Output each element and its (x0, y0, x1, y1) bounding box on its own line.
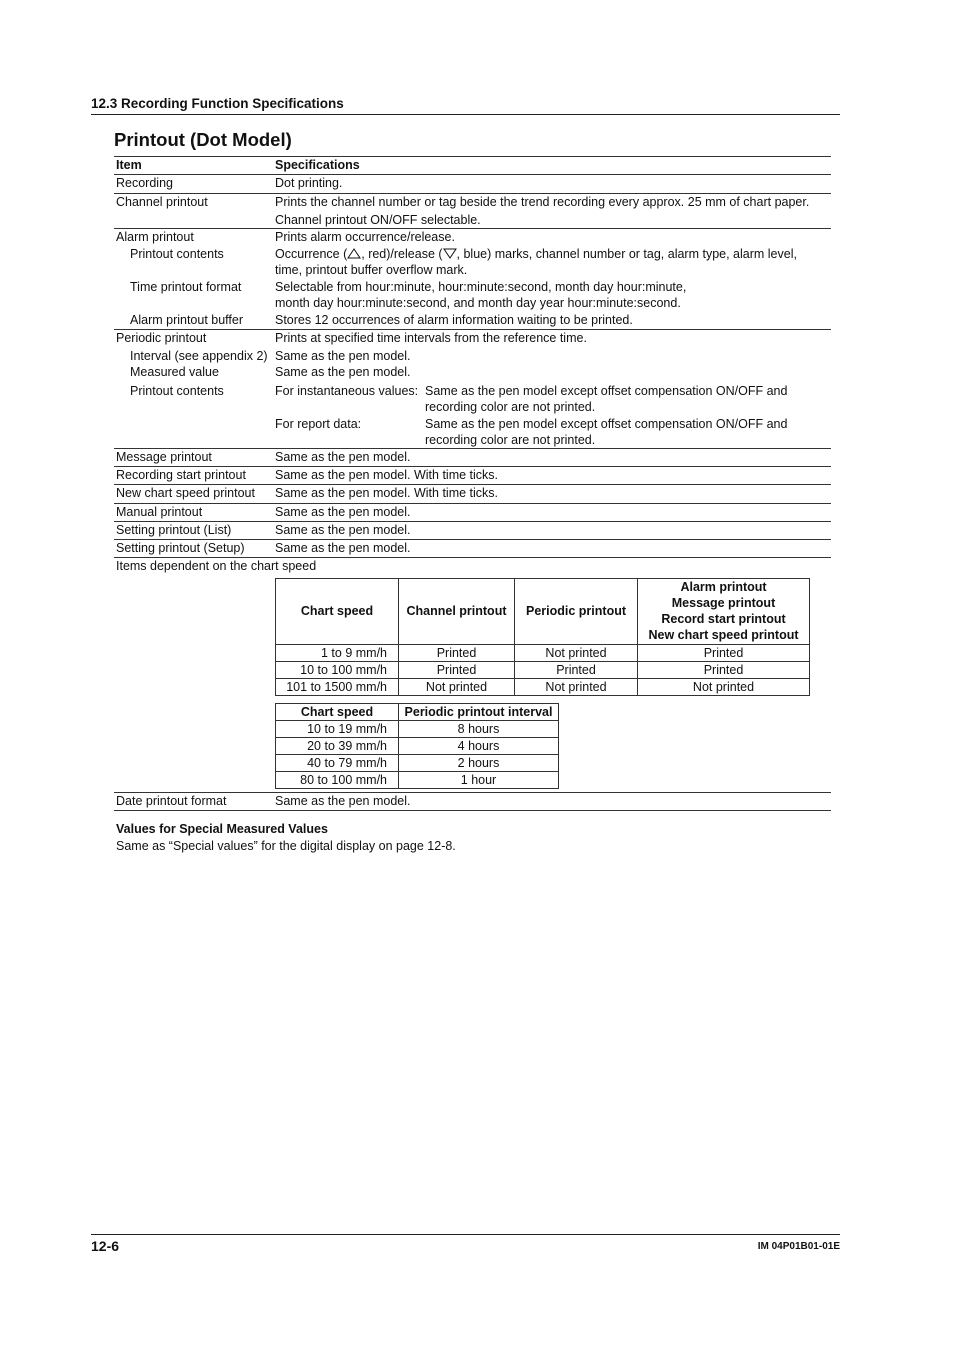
item-label: Channel printout (116, 194, 208, 209)
table-row: 10 to 100 mm/h Printed Printed Printed (276, 661, 810, 678)
page-number: 12-6 (91, 1238, 120, 1254)
triangle-down-icon (443, 248, 457, 259)
spec-value: For instantaneous values: Same as the pen model except offset compensation ON/OFF and recording color are not printed. For report data: Same as the pen model except offset compensation ON/OFF and recording color are not printed. (275, 383, 788, 447)
sub-label: For instantaneous values: (275, 383, 419, 398)
col-header: Periodic printout interval (399, 703, 559, 720)
col-header-group: Alarm printout Message printout Record start printout New chart speed printout (638, 578, 810, 644)
item-label: New chart speed printout (116, 486, 255, 501)
row-recording-start-printout (114, 466, 831, 484)
sub-label: For report data: (275, 416, 362, 431)
table-row: 40 to 79 mm/h 2 hours (276, 754, 559, 771)
row-date-printout-format (114, 792, 831, 811)
periodic-interval-table (275, 703, 559, 789)
spec-value: Same as the pen model. (275, 793, 411, 808)
spec-value: Prints at specified time intervals from the reference time. (275, 330, 587, 345)
item-label: Recording start printout (116, 467, 246, 482)
item-label: Recording (116, 176, 173, 191)
item-label: Setting printout (List) (116, 522, 232, 537)
spec-value: Stores 12 occurrences of alarm information waiting to be printed. (275, 313, 633, 328)
item-label: Date printout format (116, 793, 227, 808)
spec-value: Selectable from hour:minute, hour:minute:second, month day hour:minute, month day hour:minute:second, and month day year hour:minute:second. (275, 280, 687, 311)
spec-value: Same as the pen model. With time ticks. (275, 486, 499, 501)
row-manual-printout (114, 503, 831, 521)
item-label: Alarm printout buffer (130, 313, 244, 328)
col-header: Periodic printout (515, 578, 638, 644)
item-label: Manual printout (116, 504, 203, 519)
col-item-header: Item (116, 158, 142, 172)
spec-value: Channel printout ON/OFF selectable. (275, 212, 481, 227)
col-header: Chart speed (276, 703, 399, 720)
spec-value: Same as the pen model. (275, 349, 411, 364)
table-row: 101 to 1500 mm/h Not printed Not printed Not printed (276, 678, 810, 695)
col-spec-header: Specifications (275, 158, 360, 172)
spec-value: Prints the channel number or tag beside the trend recording every approx. 25 mm of chart paper. (275, 194, 810, 209)
item-label: Printout contents (130, 247, 224, 262)
spec-value: Prints alarm occurrence/release. (275, 230, 455, 245)
item-label: Interval (see appendix 2) (130, 349, 268, 364)
spec-table (114, 156, 831, 811)
row-recording (114, 174, 831, 192)
item-label: Printout contents (130, 383, 224, 398)
item-label: Message printout (116, 449, 212, 464)
row-setting-printout-setup (114, 539, 831, 557)
row-new-chart-speed-printout (114, 484, 831, 502)
section-header (91, 96, 840, 115)
row-periodic-printout (114, 329, 831, 448)
section-title: 12.3 Recording Function Specifications (91, 96, 344, 111)
section-text: Same as “Special values” for the digital display on page 12-8. (116, 839, 456, 853)
row-setting-printout-list (114, 521, 831, 539)
table-row: 1 to 9 mm/h Printed Not printed Printed (276, 644, 810, 661)
spec-value: Same as the pen model. With time ticks. (275, 467, 499, 482)
spec-value: Same as the pen model. (275, 449, 411, 464)
document-id: IM 04P01B01-01E (757, 1241, 840, 1252)
table-row: 80 to 100 mm/h 1 hour (276, 771, 559, 788)
item-label: Alarm printout (116, 230, 194, 245)
page-title: Printout (Dot Model) (114, 129, 292, 150)
row-message-printout (114, 448, 831, 466)
spec-value: Same as the pen model. (275, 504, 411, 519)
item-label: Setting printout (Setup) (116, 541, 245, 556)
spec-value: Dot printing. (275, 176, 343, 191)
row-alarm-printout (114, 228, 831, 329)
row-chart-speed-dependent (114, 557, 831, 788)
col-header: Chart speed (276, 578, 399, 644)
col-header: Channel printout (399, 578, 515, 644)
item-label: Measured value (130, 365, 219, 380)
table-row: 10 to 19 mm/h 8 hours (276, 720, 559, 737)
item-label: Periodic printout (116, 330, 207, 345)
special-values-section (114, 821, 831, 854)
spec-value: Same as the pen model. (275, 522, 411, 537)
table-row: 20 to 39 mm/h 4 hours (276, 737, 559, 754)
spec-header-row (114, 156, 831, 174)
spec-value: Same as the pen model. (275, 365, 411, 380)
triangle-up-icon (347, 248, 361, 259)
item-label: Time printout format (130, 280, 242, 295)
page-footer (91, 1234, 840, 1256)
row-channel-printout (114, 193, 831, 229)
spec-value: Occurrence ( , red)/release ( , blue) marks, channel number or tag, alarm type, alarm level, time, printout buffer overflow mark. (275, 247, 797, 278)
item-label: Items dependent on the chart speed (116, 559, 317, 574)
section-heading: Values for Special Measured Values (116, 822, 328, 836)
spec-value: Same as the pen model. (275, 541, 411, 556)
chart-speed-table (275, 578, 810, 696)
